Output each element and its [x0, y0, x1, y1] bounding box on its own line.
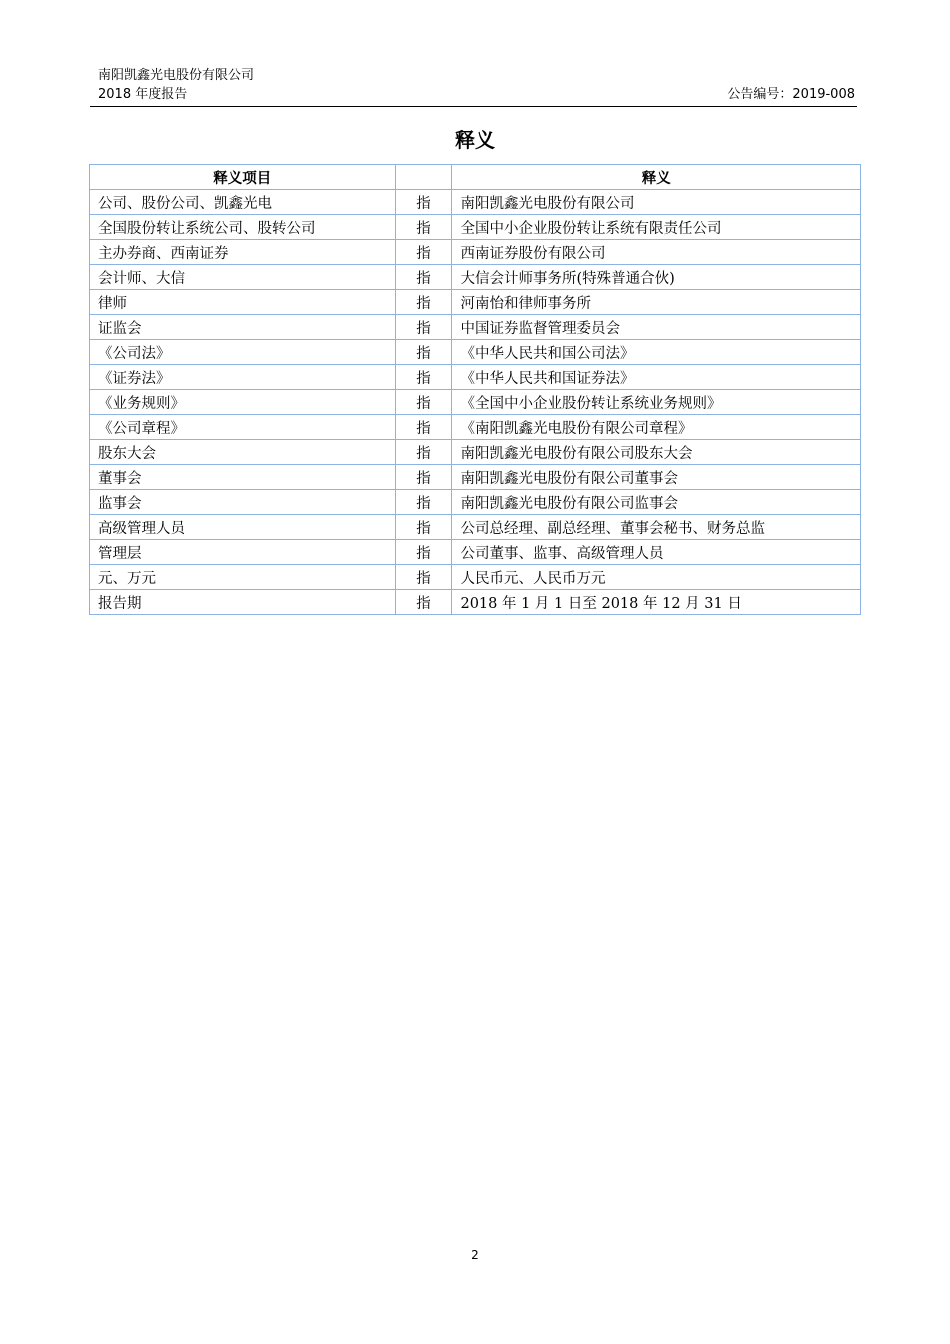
table-row: [90, 565, 861, 590]
term-cell: 全国股份转让系统公司、股转公司: [90, 215, 396, 240]
table-row: [90, 465, 861, 490]
definitions-table: [89, 164, 861, 615]
announcement-number: 公告编号：2019-008: [727, 87, 855, 102]
term-cell: 元、万元: [90, 565, 396, 590]
definition-cell: 公司总经理、副总经理、董事会秘书、财务总监: [452, 515, 861, 540]
term-cell: 董事会: [90, 465, 396, 490]
definition-cell: 2018 年 1 月 1 日至 2018 年 12 月 31 日: [452, 590, 861, 615]
ref-cell: 指: [395, 540, 452, 565]
definition-cell: 全国中小企业股份转让系统有限责任公司: [452, 215, 861, 240]
definition-cell: 《全国中小企业股份转让系统业务规则》: [452, 390, 861, 415]
table-row: [90, 440, 861, 465]
definition-cell: 《中华人民共和国证券法》: [452, 365, 861, 390]
ref-cell: 指: [395, 415, 452, 440]
ref-cell: 指: [395, 365, 452, 390]
term-cell: 高级管理人员: [90, 515, 396, 540]
table-row: [90, 265, 861, 290]
ref-cell: 指: [395, 190, 452, 215]
definition-cell: 大信会计师事务所(特殊普通合伙): [452, 265, 861, 290]
term-cell: 会计师、大信: [90, 265, 396, 290]
term-cell: 主办券商、西南证券: [90, 240, 396, 265]
table-row: [90, 215, 861, 240]
header-term: 释义项目: [90, 165, 396, 190]
term-cell: 证监会: [90, 315, 396, 340]
table-row: [90, 340, 861, 365]
ref-cell: 指: [395, 565, 452, 590]
table-row: [90, 490, 861, 515]
definition-cell: 南阳凯鑫光电股份有限公司: [452, 190, 861, 215]
ref-cell: 指: [395, 515, 452, 540]
table-header-row: [90, 165, 861, 190]
page-title: 释义: [455, 128, 495, 152]
ref-cell: 指: [395, 590, 452, 615]
term-cell: 公司、股份公司、凯鑫光电: [90, 190, 396, 215]
page-number: 2: [471, 1248, 479, 1262]
table-row: [90, 515, 861, 540]
term-cell: 股东大会: [90, 440, 396, 465]
ref-cell: 指: [395, 240, 452, 265]
table-row: [90, 190, 861, 215]
table-row: [90, 240, 861, 265]
page-header: [98, 66, 855, 104]
table-row: [90, 590, 861, 615]
ref-cell: 指: [395, 440, 452, 465]
definition-cell: 南阳凯鑫光电股份有限公司监事会: [452, 490, 861, 515]
table-row: [90, 315, 861, 340]
ref-cell: 指: [395, 390, 452, 415]
ref-cell: 指: [395, 215, 452, 240]
ref-cell: 指: [395, 290, 452, 315]
definition-cell: 南阳凯鑫光电股份有限公司股东大会: [452, 440, 861, 465]
term-cell: 《公司章程》: [90, 415, 396, 440]
definition-cell: 《中华人民共和国公司法》: [452, 340, 861, 365]
ref-cell: 指: [395, 490, 452, 515]
term-cell: 监事会: [90, 490, 396, 515]
definition-cell: 《南阳凯鑫光电股份有限公司章程》: [452, 415, 861, 440]
header-ref: [395, 165, 452, 190]
table-row: [90, 390, 861, 415]
ref-cell: 指: [395, 315, 452, 340]
term-cell: 《公司法》: [90, 340, 396, 365]
definition-cell: 南阳凯鑫光电股份有限公司董事会: [452, 465, 861, 490]
term-cell: 《证券法》: [90, 365, 396, 390]
ref-cell: 指: [395, 265, 452, 290]
ref-cell: 指: [395, 465, 452, 490]
ref-cell: 指: [395, 340, 452, 365]
term-cell: 报告期: [90, 590, 396, 615]
table-row: [90, 365, 861, 390]
table-row: [90, 290, 861, 315]
definition-cell: 河南怡和律师事务所: [452, 290, 861, 315]
header-definition: 释义: [452, 165, 861, 190]
table-body: [90, 190, 861, 615]
table-row: [90, 540, 861, 565]
term-cell: 管理层: [90, 540, 396, 565]
definition-cell: 中国证券监督管理委员会: [452, 315, 861, 340]
table-row: [90, 415, 861, 440]
definition-cell: 西南证券股份有限公司: [452, 240, 861, 265]
header-line: [98, 85, 855, 104]
definition-cell: 人民币元、人民币万元: [452, 565, 861, 590]
term-cell: 律师: [90, 290, 396, 315]
company-name: 南阳凯鑫光电股份有限公司: [98, 68, 255, 83]
header-divider: [90, 106, 857, 107]
term-cell: 《业务规则》: [90, 390, 396, 415]
report-name: 2018 年度报告: [98, 87, 188, 102]
definition-cell: 公司董事、监事、高级管理人员: [452, 540, 861, 565]
